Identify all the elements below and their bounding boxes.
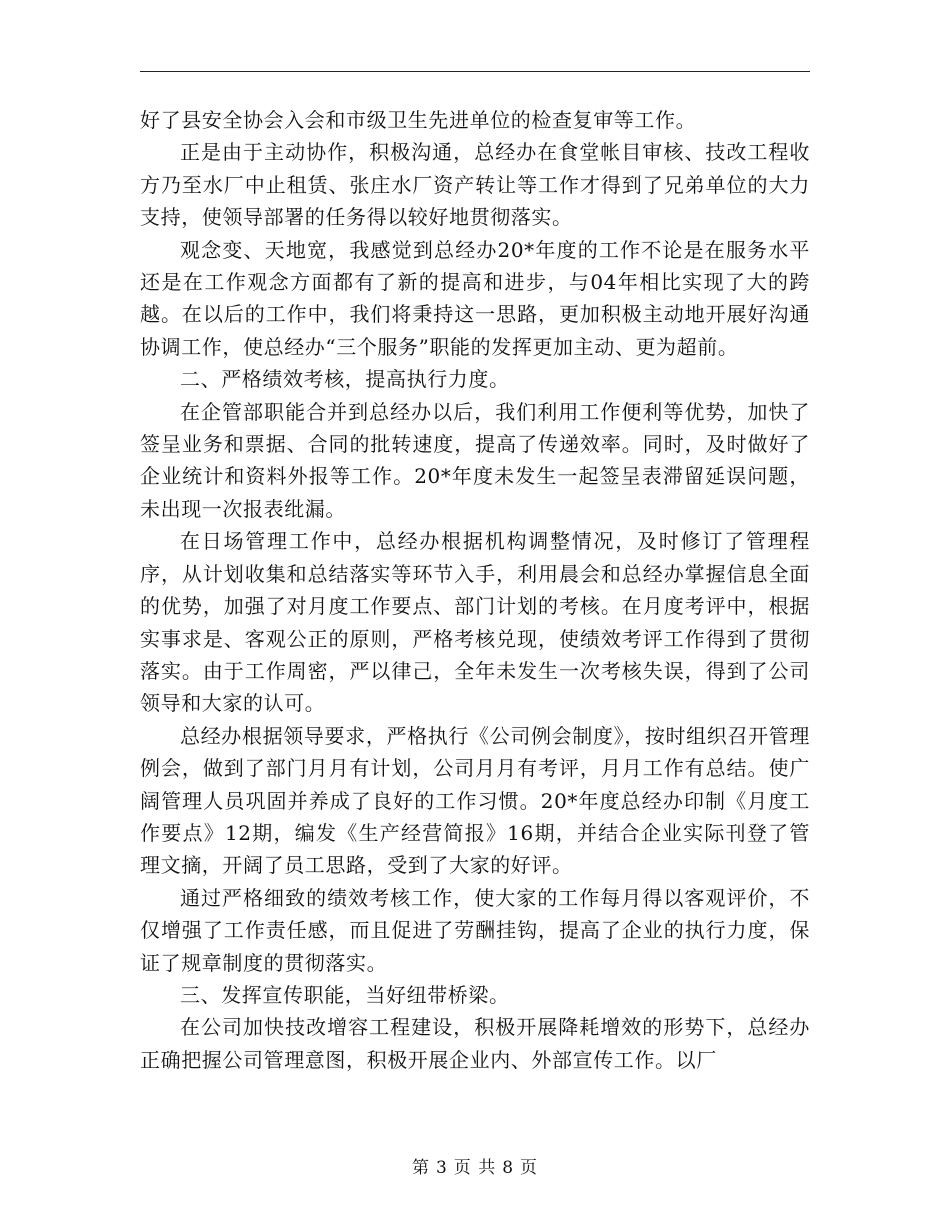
- footer-middle: 页 共: [453, 1158, 497, 1178]
- paragraph: 在日场管理工作中，总经办根据机构调整情况，及时修订了管理程序，从计划收集和总结落实等环节入手，利用晨会和总经办掌握信息全面的优势，加强了对月度工作要点、部门计划的考核。在月度考评中，根据实事求是、客观公正的原则，严格考核兑现，使绩效考评工作得到了贯彻落实。由于工作周密，严以律己，全年未发生一次考核失误，得到了公司领导和大家的认可。: [140, 529, 810, 716]
- paragraph: 正是由于主动协作，积极沟通，总经办在食堂帐目审核、技改工程收方乃至水厂中止租赁、张庄水厂资产转让等工作才得到了兄弟单位的大力支持，使领导部署的任务得以较好地贯彻落实。: [140, 140, 810, 230]
- footer-suffix: 页: [520, 1158, 539, 1178]
- page-total: 8: [502, 1158, 515, 1178]
- document-body: [140, 104, 810, 1076]
- section-heading: 二、严格绩效考核，提高执行力度。: [180, 367, 510, 392]
- paragraph: 观念变、天地宽，我感觉到总经办20*年度的工作不论是在服务水平还是在工作观念方面都有了新的提高和进步，与04年相比实现了大的跨越。在以后的工作中，我们将秉持这一思路，更加积极主动地开展好沟通协调工作，使总经办“三个服务”职能的发挥更加主动、更为超前。: [140, 237, 810, 359]
- paragraph: 通过严格细致的绩效考核工作，使大家的工作每月得以客观评价，不仅增强了工作责任感，而且促进了劳酬挂钩，提高了企业的执行力度，保证了规章制度的贯彻落实。: [140, 885, 810, 975]
- header-rule: [140, 71, 810, 72]
- paragraph: 总经办根据领导要求，严格执行《公司例会制度》，按时组织召开管理例会，做到了部门月月有计划，公司月月有考评，月月工作有总结。使广阔管理人员巩固并养成了良好的工作习惯。20*年度总经办印制《月度工作要点》12期，编发《生产经营简报》16期，并结合企业实际刊登了管理文摘，开阔了员工思路，受到了大家的好评。: [140, 723, 810, 878]
- page-number: 3: [435, 1158, 448, 1178]
- page-footer: [0, 1153, 950, 1178]
- paragraph: 在企管部职能合并到总经办以后，我们利用工作便利等优势，加快了签呈业务和票据、合同的批转速度，提高了传递效率。同时，及时做好了企业统计和资料外报等工作。20*年度未发生一起签呈表滞留延误问题，未出现一次报表纰漏。: [140, 399, 810, 521]
- footer-prefix: 第: [411, 1158, 430, 1178]
- paragraph: 好了县安全协会入会和市级卫生先进单位的检查复审等工作。: [140, 108, 697, 132]
- section-heading: 三、发挥宣传职能，当好纽带桥梁。: [180, 982, 510, 1007]
- paragraph: 在公司加快技改增容工程建设，积极开展降耗增效的形势下，总经办正确把握公司管理意图，积极开展企业内、外部宣传工作。以厂: [140, 1015, 810, 1072]
